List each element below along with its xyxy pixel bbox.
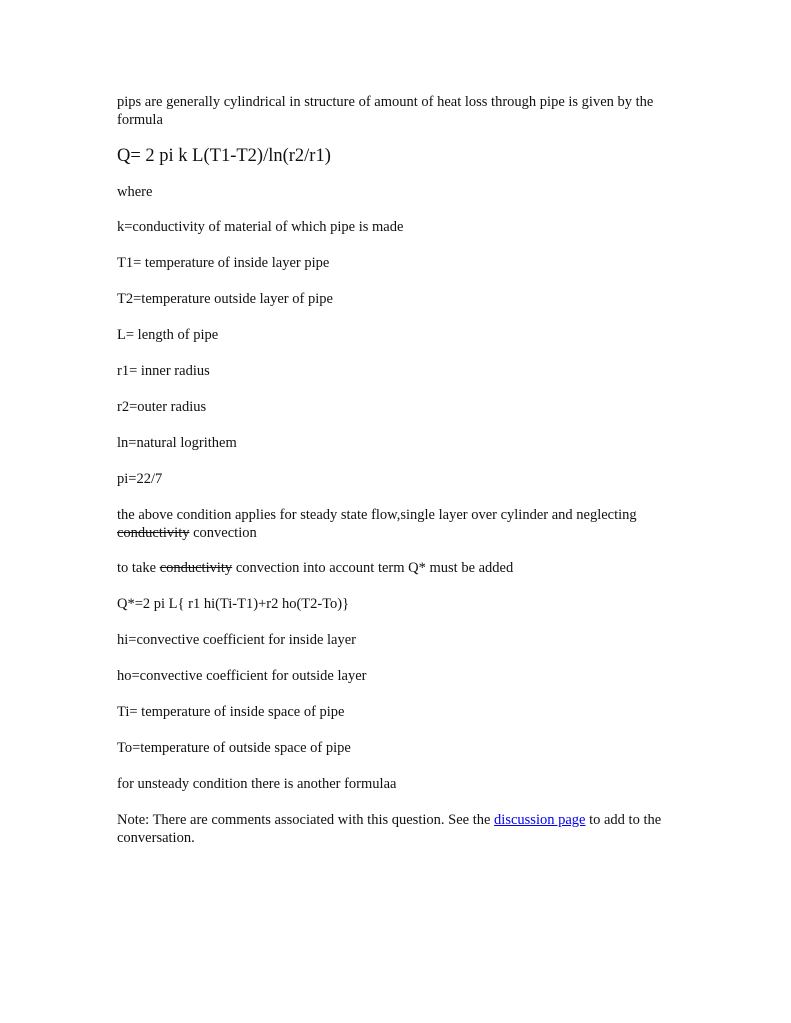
definition-T1: T1= temperature of inside layer pipe: [117, 255, 330, 271]
definition-To: To=temperature of outside space of pipe: [117, 740, 351, 756]
condition-after: convection: [193, 525, 257, 541]
note-after: to add to the conversation.: [117, 812, 662, 846]
definition-ho: ho=convective coefficient for outside layer: [117, 668, 367, 684]
discussion-page-link[interactable]: discussion page: [494, 812, 586, 828]
definition-Ti: Ti= temperature of inside space of pipe: [117, 704, 345, 720]
definition-ln: ln=natural logrithem: [117, 435, 237, 451]
definition-k: k=conductivity of material of which pipe is made: [117, 219, 404, 235]
definition-L: L= length of pipe: [117, 327, 219, 343]
definition-pi: pi=22/7: [117, 471, 163, 487]
discussion-note: [117, 811, 677, 847]
note-before: Note: There are comments associated with this question. See the: [117, 812, 491, 828]
where-label: where: [117, 184, 153, 200]
convection-note-struck-word: conductivity: [159, 560, 233, 576]
convection-note-after: convection into account term Q* must be added: [235, 560, 514, 576]
convection-note-before: to take: [117, 560, 157, 576]
definition-hi: hi=convective coefficient for inside layer: [117, 632, 357, 648]
condition-struck-word: conductivity: [117, 525, 190, 541]
unsteady-paragraph: for unsteady condition there is another formulaa: [117, 776, 397, 792]
condition-text: the above condition applies for steady state flow,single layer over cylinder and neglecting: [117, 507, 637, 523]
heat-loss-formula: Q= 2 pi k L(T1-T2)/ln(r2/r1): [117, 146, 331, 166]
intro-paragraph: pips are generally cylindrical in structure of amount of heat loss through pipe is given by the formula: [117, 94, 654, 128]
condition-paragraph: [117, 506, 677, 542]
definition-r1: r1= inner radius: [117, 363, 210, 379]
convection-formula: Q*=2 pi L{ r1 hi(Ti-T1)+r2 ho(T2-To)}: [117, 596, 350, 612]
definition-r2: r2=outer radius: [117, 399, 207, 415]
document-body: [117, 93, 677, 847]
definition-T2: T2=temperature outside layer of pipe: [117, 291, 333, 307]
convection-note: [117, 559, 677, 577]
